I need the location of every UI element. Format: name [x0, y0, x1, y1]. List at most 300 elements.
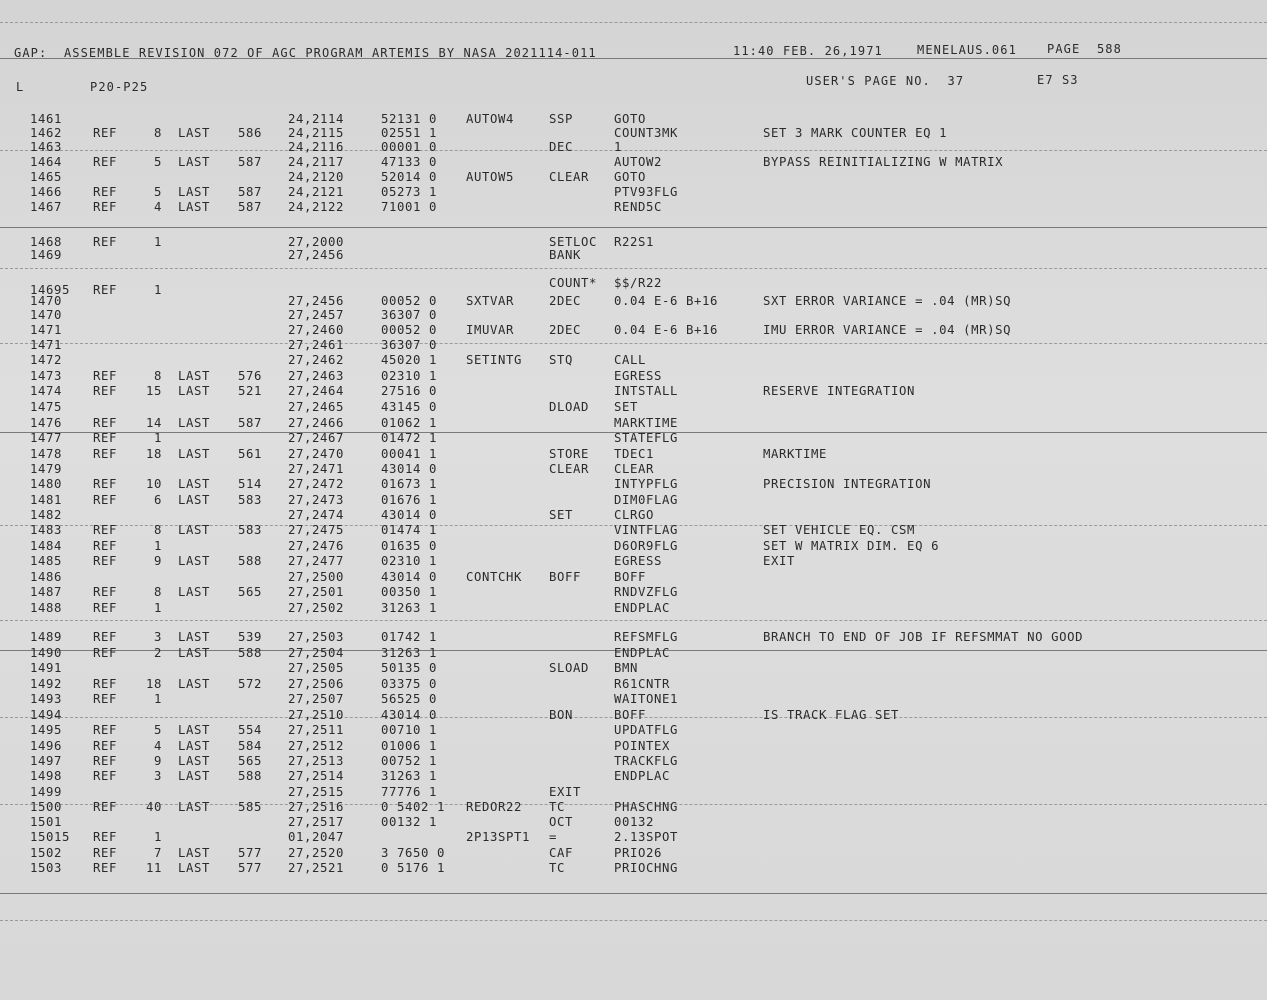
listing-code: 43014 0	[381, 508, 438, 522]
listing-ref: REF	[93, 769, 118, 783]
listing-last: LAST	[178, 126, 211, 140]
listing-ref: REF	[93, 493, 118, 507]
listing-ln: 577	[238, 846, 263, 860]
listing-arg: EGRESS	[614, 369, 663, 383]
listing-arg: VINTFLAG	[614, 523, 679, 537]
listing-ref: REF	[93, 477, 118, 491]
listing-rn: 2	[153, 646, 162, 660]
listing-op: STORE	[549, 447, 590, 461]
listing-code: 00001 0	[381, 140, 438, 154]
listing-no: 1484	[30, 539, 63, 553]
listing-no: 1466	[30, 185, 63, 199]
listing-code: 43014 0	[381, 708, 438, 722]
listing-rn: 11	[145, 861, 162, 875]
listing-op: EXIT	[549, 785, 582, 799]
listing-no: 1488	[30, 601, 63, 615]
listing-code: 52131 0	[381, 112, 438, 126]
listing-arg: POINTEX	[614, 739, 671, 753]
listing-arg: TRACKFLG	[614, 754, 679, 768]
listing-no: 1462	[30, 126, 63, 140]
listing-last: LAST	[178, 769, 211, 783]
listing-code: 01676 1	[381, 493, 438, 507]
listing-arg: WAITONE1	[614, 692, 679, 706]
listing-rn: 1	[153, 601, 162, 615]
listing-last: LAST	[178, 646, 211, 660]
listing-ref: REF	[93, 800, 118, 814]
paper-rule	[0, 893, 1267, 894]
listing-last: LAST	[178, 739, 211, 753]
listing-row	[0, 677, 1267, 692]
listing-last: LAST	[178, 585, 211, 599]
listing-addr: 27,2520	[288, 846, 345, 860]
listing-row	[0, 539, 1267, 554]
listing-code: 00710 1	[381, 723, 438, 737]
listing-ref: REF	[93, 384, 118, 398]
listing-arg: BMN	[614, 661, 639, 675]
listing-arg: UPDATFLG	[614, 723, 679, 737]
listing-code: 43014 0	[381, 462, 438, 476]
listing-code: 02310 1	[381, 369, 438, 383]
listing-code: 00752 1	[381, 754, 438, 768]
listing-no: 1464	[30, 155, 63, 169]
listing-addr: 01,2047	[288, 830, 345, 844]
listing-addr: 27,2521	[288, 861, 345, 875]
listing-addr: 27,2463	[288, 369, 345, 383]
listing-rn: 4	[153, 739, 162, 753]
listing-arg: 0.04 E-6 B+16	[614, 294, 719, 308]
listing-row	[0, 754, 1267, 769]
listing-row	[0, 248, 1267, 263]
listing-no: 1467	[30, 200, 63, 214]
listing-ref: REF	[93, 416, 118, 430]
listing-row	[0, 769, 1267, 784]
listing-no: 1502	[30, 846, 63, 860]
listing-arg: REFSMFLG	[614, 630, 679, 644]
listing-addr: 27,2505	[288, 661, 345, 675]
listing-addr: 27,2464	[288, 384, 345, 398]
listing-arg: INTYPFLG	[614, 477, 679, 491]
listing-no: 1503	[30, 861, 63, 875]
listing-addr: 27,2517	[288, 815, 345, 829]
listing-addr: 27,2473	[288, 493, 345, 507]
listing-code: 02551 1	[381, 126, 438, 140]
listing-ref: REF	[93, 739, 118, 753]
listing-comment: SET VEHICLE EQ. CSM	[763, 523, 916, 537]
listing-row	[0, 692, 1267, 707]
listing-no: 1475	[30, 400, 63, 414]
listing-addr: 27,2510	[288, 708, 345, 722]
listing-user: MENELAUS.061	[917, 43, 1017, 57]
listing-no: 1498	[30, 769, 63, 783]
listing-addr: 24,2117	[288, 155, 345, 169]
listing-addr: 27,2461	[288, 338, 345, 352]
listing-addr: 27,2512	[288, 739, 345, 753]
listing-no: 1479	[30, 462, 63, 476]
listing-no: 14695	[30, 283, 71, 297]
listing-arg: RNDVZFLG	[614, 585, 679, 599]
listing-code: 56525 0	[381, 692, 438, 706]
listing-datetime: 11:40 FEB. 26,1971	[733, 44, 883, 58]
listing-addr: 24,2115	[288, 126, 345, 140]
listing-no: 1476	[30, 416, 63, 430]
listing-comment: IS TRACK FLAG SET	[763, 708, 900, 722]
listing-row	[0, 400, 1267, 415]
listing-no: 1472	[30, 353, 63, 367]
listing-no: 1469	[30, 248, 63, 262]
listing-op: BANK	[549, 248, 582, 262]
listing-code: 43014 0	[381, 570, 438, 584]
listing-ln: 565	[238, 754, 263, 768]
listing-rn: 40	[145, 800, 162, 814]
listing-no: 1487	[30, 585, 63, 599]
listing-row	[0, 601, 1267, 616]
listing-comment: SET 3 MARK COUNTER EQ 1	[763, 126, 948, 140]
listing-last: LAST	[178, 754, 211, 768]
listing-row	[0, 308, 1267, 323]
listing-addr: 27,2456	[288, 248, 345, 262]
listing-arg: CLEAR	[614, 462, 655, 476]
listing-code: 00350 1	[381, 585, 438, 599]
listing-arg: $$/R22	[614, 276, 663, 290]
listing-no: 1499	[30, 785, 63, 799]
listing-arg: CLRGO	[614, 508, 655, 522]
paper-rule	[0, 620, 1267, 621]
listing-rn: 5	[153, 185, 162, 199]
listing-rn: 9	[153, 754, 162, 768]
listing-rn: 18	[145, 677, 162, 691]
listing-code: 36307 0	[381, 338, 438, 352]
listing-no: 1501	[30, 815, 63, 829]
listing-ln: 561	[238, 447, 263, 461]
listing-op: TC	[549, 861, 566, 875]
listing-addr: 27,2477	[288, 554, 345, 568]
users-page-number: USER'S PAGE NO. 37	[806, 74, 965, 88]
listing-no: 1474	[30, 384, 63, 398]
listing-no: 1478	[30, 447, 63, 461]
listing-addr: 27,2472	[288, 477, 345, 491]
listing-addr: 27,2467	[288, 431, 345, 445]
listing-ref: REF	[93, 585, 118, 599]
listing-code: 0 5402 1	[381, 800, 446, 814]
listing-no: 1489	[30, 630, 63, 644]
listing-row	[0, 447, 1267, 462]
listing-code: 3 7650 0	[381, 846, 446, 860]
listing-op: SLOAD	[549, 661, 590, 675]
listing-op: SET	[549, 508, 574, 522]
listing-arg: 2.13SPOT	[614, 830, 679, 844]
listing-row	[0, 815, 1267, 830]
listing-no: 1463	[30, 140, 63, 154]
listing-row	[0, 508, 1267, 523]
listing-last: LAST	[178, 369, 211, 383]
listing-addr: 24,2114	[288, 112, 345, 126]
listing-row	[0, 462, 1267, 477]
section-name: P20-P25	[90, 80, 149, 94]
listing-comment: EXIT	[763, 554, 796, 568]
listing-row	[0, 416, 1267, 431]
listing-addr: 24,2121	[288, 185, 345, 199]
listing-row	[0, 708, 1267, 723]
listing-last: LAST	[178, 200, 211, 214]
listing-ln: 572	[238, 677, 263, 691]
listing-addr: 27,2471	[288, 462, 345, 476]
listing-rn: 1	[153, 431, 162, 445]
listing-op: STQ	[549, 353, 574, 367]
listing-code: 01673 1	[381, 477, 438, 491]
listing-arg: R22S1	[614, 235, 655, 249]
listing-addr: 24,2116	[288, 140, 345, 154]
listing-arg: STATEFLG	[614, 431, 679, 445]
listing-ref: REF	[93, 447, 118, 461]
listing-ref: REF	[93, 554, 118, 568]
listing-code: 02310 1	[381, 554, 438, 568]
listing-rn: 18	[145, 447, 162, 461]
listing-ref: REF	[93, 646, 118, 660]
listing-row	[0, 126, 1267, 141]
listing-rn: 1	[153, 539, 162, 553]
listing-arg: GOTO	[614, 112, 647, 126]
listing-page: PAGE 588	[1047, 42, 1122, 56]
listing-row	[0, 646, 1267, 661]
listing-last: LAST	[178, 723, 211, 737]
listing-ref: REF	[93, 630, 118, 644]
listing-arg: CALL	[614, 353, 647, 367]
listing-ln: 521	[238, 384, 263, 398]
listing-row	[0, 585, 1267, 600]
listing-comment: SXT ERROR VARIANCE = .04 (MR)SQ	[763, 294, 1012, 308]
listing-rn: 5	[153, 155, 162, 169]
listing-addr: 27,2504	[288, 646, 345, 660]
listing-row	[0, 739, 1267, 754]
listing-no: 1486	[30, 570, 63, 584]
listing-code: 52014 0	[381, 170, 438, 184]
listing-op: 2DEC	[549, 294, 582, 308]
listing-addr: 27,2457	[288, 308, 345, 322]
listing-last: LAST	[178, 155, 211, 169]
listing-row	[0, 554, 1267, 569]
listing-arg: 0.04 E-6 B+16	[614, 323, 719, 337]
listing-arg: DIM0FLAG	[614, 493, 679, 507]
listing-arg: ENDPLAC	[614, 646, 671, 660]
listing-code: 47133 0	[381, 155, 438, 169]
listing-label: AUTOW5	[466, 170, 515, 184]
listing-op: TC	[549, 800, 566, 814]
listing-code: 31263 1	[381, 646, 438, 660]
listing-comment: BRANCH TO END OF JOB IF REFSMMAT NO GOOD	[763, 630, 1084, 644]
listing-rn: 15	[145, 384, 162, 398]
listing-row	[0, 477, 1267, 492]
listing-last: LAST	[178, 416, 211, 430]
listing-rn: 14	[145, 416, 162, 430]
listing-ln: 588	[238, 769, 263, 783]
listing-ln: 586	[238, 126, 263, 140]
listing-arg: PRIOCHNG	[614, 861, 679, 875]
listing-no: 1465	[30, 170, 63, 184]
listing-row	[0, 661, 1267, 676]
listing-label: IMUVAR	[466, 323, 515, 337]
paper-rule	[0, 920, 1267, 921]
listing-op: CLEAR	[549, 462, 590, 476]
listing-comment: IMU ERROR VARIANCE = .04 (MR)SQ	[763, 323, 1012, 337]
listing-ref: REF	[93, 861, 118, 875]
listing-row	[0, 200, 1267, 215]
listing-row	[0, 523, 1267, 538]
listing-code: 03375 0	[381, 677, 438, 691]
listing-code: 05273 1	[381, 185, 438, 199]
listing-arg: INTSTALL	[614, 384, 679, 398]
listing-arg: PRIO26	[614, 846, 663, 860]
listing-rn: 6	[153, 493, 162, 507]
listing-arg: D6OR9FLG	[614, 539, 679, 553]
listing-code: 43145 0	[381, 400, 438, 414]
listing-ref: REF	[93, 723, 118, 737]
listing-code: 01006 1	[381, 739, 438, 753]
listing-code: 36307 0	[381, 308, 438, 322]
listing-arg: GOTO	[614, 170, 647, 184]
listing-addr: 27,2462	[288, 353, 345, 367]
listing-no: 1492	[30, 677, 63, 691]
listing-arg: MARKTIME	[614, 416, 679, 430]
listing-op: SSP	[549, 112, 574, 126]
listing-arg: ENDPLAC	[614, 769, 671, 783]
listing-no: 1485	[30, 554, 63, 568]
listing-ln: 587	[238, 155, 263, 169]
listing-no: 1461	[30, 112, 63, 126]
listing-last: LAST	[178, 554, 211, 568]
listing-arg: EGRESS	[614, 554, 663, 568]
listing-no: 1477	[30, 431, 63, 445]
listing-ln: 576	[238, 369, 263, 383]
listing-no: 1470	[30, 308, 63, 322]
listing-row	[0, 338, 1267, 353]
listing-ref: REF	[93, 846, 118, 860]
e-s-code: E7 S3	[1037, 73, 1079, 87]
listing-arg: COUNT3MK	[614, 126, 679, 140]
listing-code: 01472 1	[381, 431, 438, 445]
listing-ln: 585	[238, 800, 263, 814]
listing-code: 01635 0	[381, 539, 438, 553]
listing-label: SXTVAR	[466, 294, 515, 308]
listing-rn: 8	[153, 585, 162, 599]
listing-rn: 7	[153, 846, 162, 860]
listing-last: LAST	[178, 493, 211, 507]
listing-op: BON	[549, 708, 574, 722]
paper-rule	[0, 268, 1267, 269]
listing-arg: PTV93FLG	[614, 185, 679, 199]
listing-code: 00052 0	[381, 323, 438, 337]
listing-comment: PRECISION INTEGRATION	[763, 477, 932, 491]
listing-no: 1470	[30, 294, 63, 308]
listing-addr: 27,2475	[288, 523, 345, 537]
listing-last: LAST	[178, 861, 211, 875]
listing-addr: 27,2506	[288, 677, 345, 691]
listing-row	[0, 846, 1267, 861]
listing-no: 1480	[30, 477, 63, 491]
listing-ln: 583	[238, 523, 263, 537]
listing-row	[0, 800, 1267, 815]
listing-code: 50135 0	[381, 661, 438, 675]
listing-no: 1497	[30, 754, 63, 768]
listing-ln: 514	[238, 477, 263, 491]
listing-ref: REF	[93, 601, 118, 615]
listing-row	[0, 323, 1267, 338]
listing-ln: 587	[238, 416, 263, 430]
listing-op: OCT	[549, 815, 574, 829]
listing-comment: MARKTIME	[763, 447, 828, 461]
listing-op: DLOAD	[549, 400, 590, 414]
listing-ref: REF	[93, 369, 118, 383]
listing-row	[0, 353, 1267, 368]
listing-title: GAP: ASSEMBLE REVISION 072 OF AGC PROGRAM ARTEMIS BY NASA 2021114-011	[14, 46, 597, 60]
listing-addr: 27,2000	[288, 235, 345, 249]
listing-code: 0 5176 1	[381, 861, 446, 875]
listing-ref: REF	[93, 200, 118, 214]
listing-addr: 27,2516	[288, 800, 345, 814]
listing-ref: REF	[93, 235, 118, 249]
listing-addr: 27,2507	[288, 692, 345, 706]
listing-ref: REF	[93, 692, 118, 706]
listing-ref: REF	[93, 830, 118, 844]
listing-row	[0, 294, 1267, 309]
listing-addr: 27,2465	[288, 400, 345, 414]
listing-row	[0, 493, 1267, 508]
listing-last: LAST	[178, 800, 211, 814]
listing-ref: REF	[93, 431, 118, 445]
listing-label: SETINTG	[466, 353, 523, 367]
listing-row	[0, 384, 1267, 399]
listing-code: 00132 1	[381, 815, 438, 829]
listing-op: DEC	[549, 140, 574, 154]
listing-no: 1491	[30, 661, 63, 675]
listing-ref: REF	[93, 185, 118, 199]
listing-op: BOFF	[549, 570, 582, 584]
listing-op: =	[549, 830, 558, 844]
listing-no: 1471	[30, 323, 63, 337]
listing-ln: 584	[238, 739, 263, 753]
listing-ref: REF	[93, 126, 118, 140]
listing-label: REDOR22	[466, 800, 523, 814]
listing-no: 1471	[30, 338, 63, 352]
listing-arg: R61CNTR	[614, 677, 671, 691]
listing-no: 1473	[30, 369, 63, 383]
listing-ln: 577	[238, 861, 263, 875]
listing-addr: 27,2502	[288, 601, 345, 615]
listing-addr: 27,2466	[288, 416, 345, 430]
listing-code: 27516 0	[381, 384, 438, 398]
listing-addr: 27,2456	[288, 294, 345, 308]
listing-ln: 588	[238, 646, 263, 660]
listing-row	[0, 170, 1267, 185]
listing-code: 31263 1	[381, 769, 438, 783]
listing-rn: 5	[153, 723, 162, 737]
listing-addr: 24,2120	[288, 170, 345, 184]
section-letter: L	[16, 80, 25, 94]
listing-arg: BOFF	[614, 570, 647, 584]
listing-addr: 24,2122	[288, 200, 345, 214]
listing-rn: 3	[153, 630, 162, 644]
listing-addr: 27,2511	[288, 723, 345, 737]
listing-addr: 27,2470	[288, 447, 345, 461]
listing-rn: 1	[153, 235, 162, 249]
listing-op: COUNT*	[549, 276, 598, 290]
listing-ref: REF	[93, 523, 118, 537]
listing-row	[0, 155, 1267, 170]
listing-ln: 554	[238, 723, 263, 737]
listing-last: LAST	[178, 677, 211, 691]
listing-rn: 10	[145, 477, 162, 491]
listing-last: LAST	[178, 523, 211, 537]
listing-label: 2P13SPT1	[466, 830, 531, 844]
